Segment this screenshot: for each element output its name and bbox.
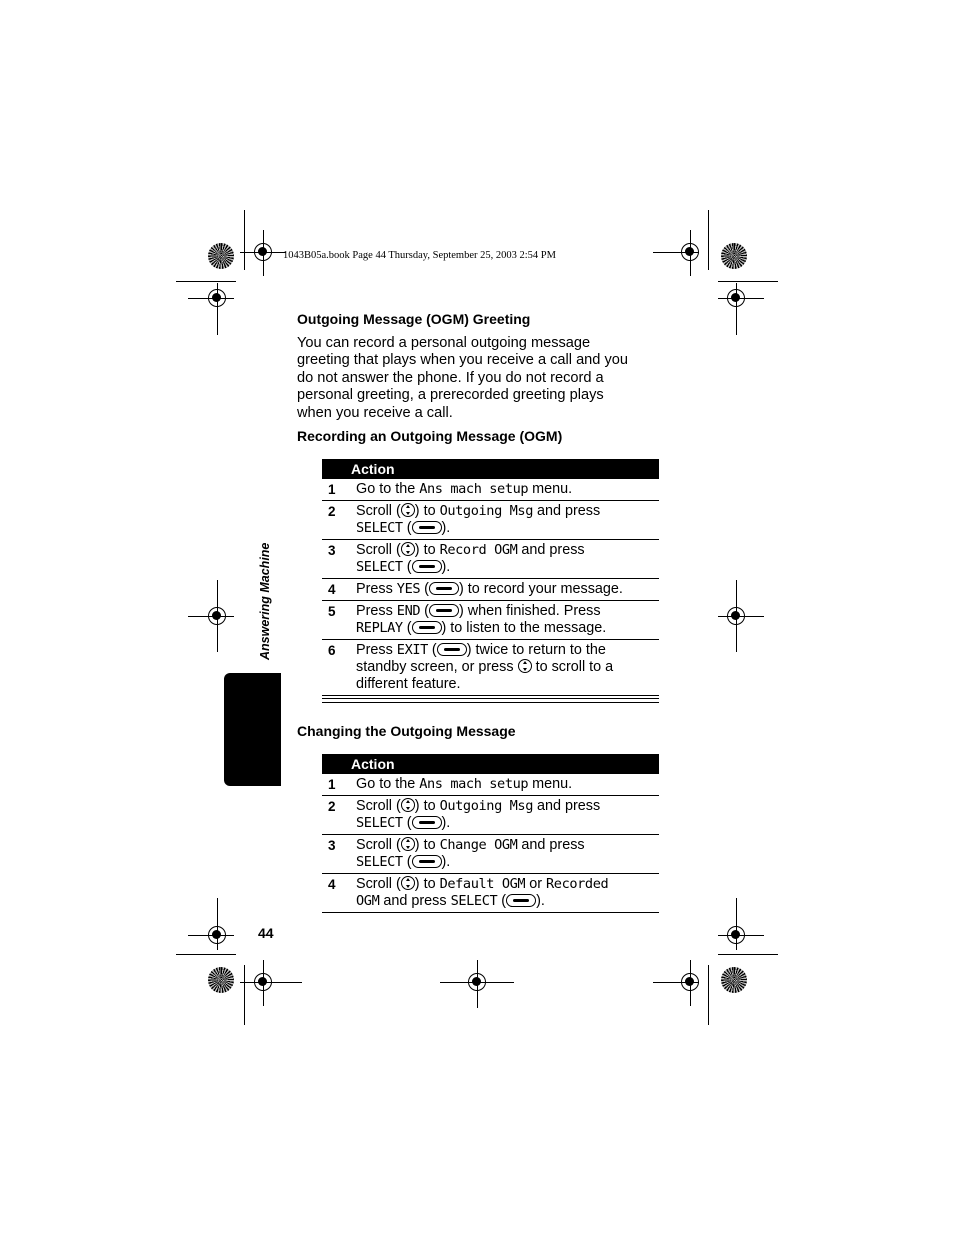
table-row <box>322 796 659 835</box>
step-text: Scroll ( <box>356 798 401 814</box>
reg-cross <box>653 982 699 983</box>
side-tab <box>224 673 281 786</box>
soft-key-icon <box>412 816 442 829</box>
step-text: menu. <box>528 776 573 792</box>
step-text: Go to the <box>356 776 420 792</box>
step-text: ) to <box>414 837 440 853</box>
reg-cross <box>263 230 264 276</box>
display-text: SELECT <box>356 559 403 575</box>
display-text: Default OGM <box>439 876 526 892</box>
display-text: Outgoing Msg <box>439 503 533 519</box>
paragraph-line: You can record a personal outgoing message <box>297 335 591 351</box>
recording-steps-table <box>322 459 659 696</box>
step-action <box>356 479 659 501</box>
table-header-action: Action <box>322 459 659 479</box>
display-text: END <box>396 603 421 619</box>
step-action <box>356 501 659 540</box>
step-text: ). <box>536 893 545 909</box>
step-text: Scroll ( <box>356 837 401 853</box>
display-text: Ans mach setup <box>419 481 529 497</box>
step-text: ) to <box>414 542 440 558</box>
scroll-key-icon <box>518 659 532 673</box>
scroll-key-icon <box>401 798 415 812</box>
table-row <box>322 501 659 540</box>
crop-line <box>244 210 245 270</box>
reg-cross <box>240 982 302 983</box>
step-text: ( <box>402 520 412 536</box>
reg-cross <box>217 283 218 335</box>
reg-cross <box>217 898 218 950</box>
step-text: and press <box>379 893 451 909</box>
reg-cross <box>690 960 691 1006</box>
section-heading-recording-ogm: Recording an Outgoing Message (OGM) <box>297 428 563 444</box>
reg-cross <box>653 252 699 253</box>
step-text: ). <box>441 815 451 831</box>
reg-cross <box>188 935 234 936</box>
soft-key-icon <box>437 643 467 656</box>
step-text: ) when finished. Press <box>458 603 601 619</box>
step-text: and press <box>533 798 601 814</box>
crop-line <box>176 954 236 955</box>
step-text: ) twice to return to the <box>466 642 606 658</box>
step-text: ( <box>402 620 412 636</box>
color-target-icon <box>208 243 234 269</box>
section-heading-changing-ogm: Changing the Outgoing Message <box>297 723 516 739</box>
soft-key-icon <box>412 560 442 573</box>
display-text: REPLAY <box>356 620 403 636</box>
crop-line <box>708 210 709 270</box>
table-row <box>322 540 659 579</box>
step-number: 4 <box>322 874 356 913</box>
step-text: ). <box>441 559 451 575</box>
step-text: Scroll ( <box>356 503 401 519</box>
table-row <box>322 601 659 640</box>
step-text: Press <box>356 581 397 597</box>
step-action <box>356 874 659 913</box>
step-action <box>356 601 659 640</box>
table-end-rule <box>322 698 659 703</box>
step-text: Scroll ( <box>356 542 401 558</box>
step-text: and press <box>517 542 585 558</box>
step-action <box>356 774 659 796</box>
reg-cross <box>188 616 234 617</box>
step-text: Press <box>356 642 397 658</box>
step-number: 6 <box>322 640 356 696</box>
scroll-key-icon <box>401 542 415 556</box>
page-number: 44 <box>258 925 274 941</box>
step-text: different feature. <box>356 676 461 692</box>
step-text: ) to record your message. <box>458 581 623 597</box>
paragraph-line: do not answer the phone. If you do not record a <box>297 369 604 386</box>
crop-line <box>244 965 245 1025</box>
step-text: to scroll to a <box>531 659 614 675</box>
step-text: and press <box>533 503 601 519</box>
crop-line <box>718 281 778 282</box>
crop-line <box>176 281 236 282</box>
color-target-icon <box>208 967 234 993</box>
table-row <box>322 774 659 796</box>
reg-cross <box>188 298 234 299</box>
scroll-key-icon <box>401 503 415 517</box>
step-text: Press <box>356 603 397 619</box>
step-text: menu. <box>528 481 573 497</box>
step-action <box>356 540 659 579</box>
reg-cross <box>263 960 264 1006</box>
display-text: Change OGM <box>439 837 518 853</box>
step-text: standby screen, or press <box>356 659 518 675</box>
table-row <box>322 874 659 913</box>
step-text: or <box>525 876 547 892</box>
intro-paragraph <box>297 335 657 422</box>
display-text: EXIT <box>396 642 428 658</box>
paragraph-line: when you receive a call. <box>297 404 453 421</box>
display-text: SELECT <box>356 520 403 536</box>
step-action <box>356 835 659 874</box>
step-text: ( <box>402 815 412 831</box>
step-text: and press <box>517 837 585 853</box>
side-tab-label: Answering Machine <box>258 542 272 660</box>
step-text: ) to <box>414 503 440 519</box>
section-heading-ogm-greeting: Outgoing Message (OGM) Greeting <box>297 311 531 327</box>
display-text: SELECT <box>356 854 403 870</box>
soft-key-icon <box>506 894 536 907</box>
soft-key-icon <box>412 621 442 634</box>
reg-cross <box>690 230 691 276</box>
step-text: Scroll ( <box>356 876 401 892</box>
reg-cross <box>217 580 218 652</box>
table-row <box>322 835 659 874</box>
step-action <box>356 796 659 835</box>
step-text: ( <box>497 893 507 909</box>
reg-cross <box>736 898 737 950</box>
step-action <box>356 640 659 696</box>
step-text: ). <box>441 520 451 536</box>
table-row <box>322 479 659 501</box>
scroll-key-icon <box>401 876 415 890</box>
reg-cross <box>718 935 764 936</box>
display-text: YES <box>396 581 421 597</box>
soft-key-icon <box>429 604 459 617</box>
step-text: ). <box>441 854 451 870</box>
changing-steps-table <box>322 754 659 913</box>
step-text: Go to the <box>356 481 420 497</box>
step-text: ( <box>420 581 429 597</box>
step-number: 5 <box>322 601 356 640</box>
step-number: 3 <box>322 540 356 579</box>
paragraph-line: personal greeting, a prerecorded greeting plays <box>297 387 604 404</box>
print-header: 1043B05a.book Page 44 Thursday, September 25, 2003 2:54 PM <box>283 250 556 261</box>
display-text: SELECT <box>450 893 498 909</box>
soft-key-icon <box>429 582 459 595</box>
reg-cross <box>477 960 478 1008</box>
scroll-key-icon <box>401 837 415 851</box>
step-number: 1 <box>322 774 356 796</box>
step-number: 2 <box>322 501 356 540</box>
step-text: ( <box>420 603 429 619</box>
display-text: OGM <box>356 893 380 909</box>
step-text: ) to <box>414 876 440 892</box>
display-text: Recorded <box>546 876 609 892</box>
crop-line <box>708 965 709 1025</box>
display-text: Outgoing Msg <box>439 798 533 814</box>
step-action <box>356 579 659 601</box>
step-number: 2 <box>322 796 356 835</box>
color-target-icon <box>721 967 747 993</box>
crop-line <box>718 954 778 955</box>
step-number: 1 <box>322 479 356 501</box>
table-row <box>322 640 659 696</box>
step-text: ( <box>427 642 437 658</box>
step-text: ( <box>402 854 412 870</box>
reg-cross <box>718 298 764 299</box>
step-text: ) to listen to the message. <box>441 620 607 636</box>
soft-key-icon <box>412 855 442 868</box>
step-number: 4 <box>322 579 356 601</box>
display-text: SELECT <box>356 815 403 831</box>
step-text: ( <box>402 559 412 575</box>
display-text: Record OGM <box>439 542 518 558</box>
display-text: Ans mach setup <box>419 776 529 792</box>
table-row <box>322 579 659 601</box>
paragraph-line: greeting that plays when you receive a call and you <box>297 352 628 369</box>
color-target-icon <box>721 243 747 269</box>
reg-cross <box>718 616 764 617</box>
reg-cross <box>736 580 737 652</box>
soft-key-icon <box>412 521 442 534</box>
step-text: ) to <box>414 798 440 814</box>
table-header-action: Action <box>322 754 659 774</box>
step-number: 3 <box>322 835 356 874</box>
reg-cross <box>736 283 737 335</box>
